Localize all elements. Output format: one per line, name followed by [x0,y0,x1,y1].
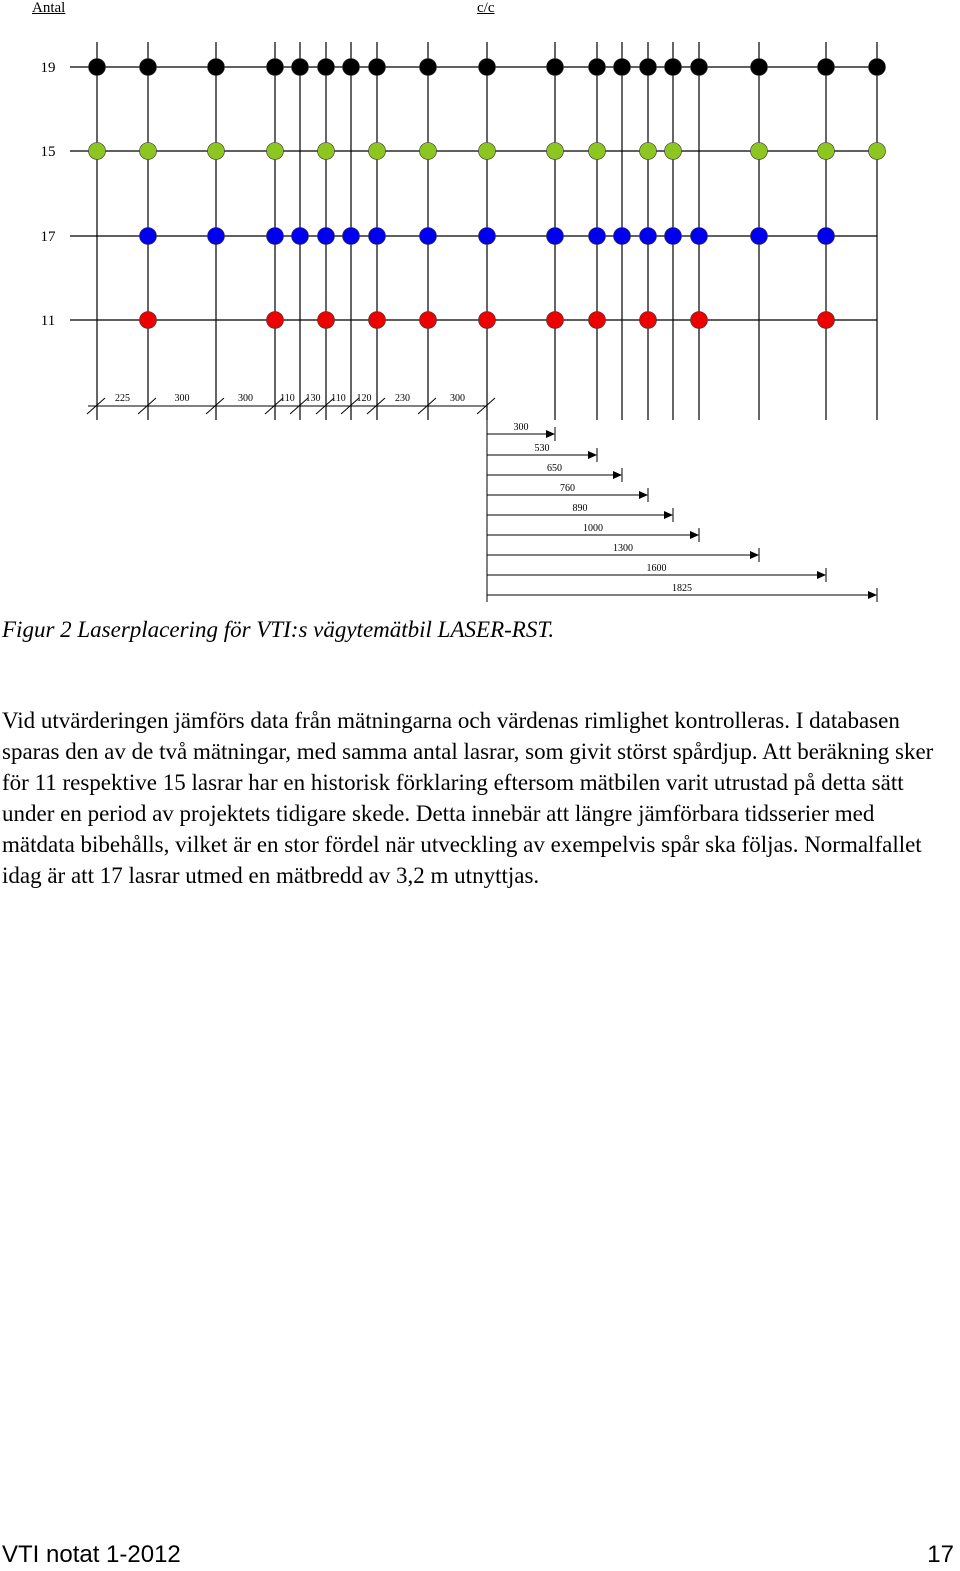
laser-dot-row11-col16 [691,312,708,329]
laser-dot-row15-col17 [751,143,768,160]
laser-dot-row19-col10 [479,59,496,76]
row-label-17: 17 [40,229,56,245]
spacing-label-8: 230 [395,393,410,404]
spacing-label-4: 110 [280,393,295,404]
page-footer [2,1541,954,1569]
laser-dot-row11-col2 [140,312,157,329]
header-cc: c/c [477,0,495,16]
laser-dot-row15-col2 [140,143,157,160]
footer-report-id: VTI notat 1-2012 [2,1541,181,1568]
laser-dot-row15-col11 [547,143,564,160]
distance-arrowhead-650 [613,471,622,479]
laser-dot-row19-col9 [420,59,437,76]
distance-label-1600: 1600 [646,563,667,574]
laser-dot-row19-col18 [818,59,835,76]
laser-dot-row19-col19 [869,59,886,76]
distance-label-300: 300 [513,422,529,433]
laser-dot-row11-col6 [318,312,335,329]
distance-label-890: 890 [572,503,588,514]
laser-dot-row17-col15 [665,228,682,245]
laser-dot-row15-col8 [369,143,386,160]
laser-dot-row17-col18 [818,228,835,245]
laser-dot-row15-col15 [665,143,682,160]
laser-dot-row17-col2 [140,228,157,245]
figure-caption: Figur 2 Laserplacering för VTI:s vägytemätbil LASER-RST. [2,617,555,642]
laser-dot-row11-col11 [547,312,564,329]
laser-dot-row17-col13 [614,228,631,245]
row-label-11: 11 [40,313,56,329]
distance-label-1000: 1000 [583,523,603,534]
laser-dot-row19-col14 [640,59,657,76]
laser-dot-row15-col4 [267,143,284,160]
distance-arrowhead-760 [639,491,648,499]
laser-dot-row19-col4 [267,59,284,76]
row-label-19: 19 [40,60,56,76]
spacing-label-2: 300 [174,393,190,404]
distance-label-530: 530 [534,443,550,454]
laser-dot-row19-col7 [343,59,360,76]
laser-dot-row15-col19 [869,143,886,160]
laser-dot-row17-col7 [343,228,360,245]
body-paragraph: Vid utvärderingen jämförs data från mätningarna och värdenas rimlighet kontrolleras. I databasen sparas den av de två mätningar, med samma antal lasrar, som givit störst spårdjup. Att beräkning sker för 11 respektive 15 lasrar har en historisk förklaring eftersom mätbilen varit utrustad på detta sätt under en period av projektets tidigare skede. Detta innebär att längre jämförbara tidsserier med mätdata bibehålls, vilket är en stor fördel när utveckling av exempelvis spår ska följas. Normalfallet idag är att 17 lasrar utmed en mätbredd av 3,2 m utnyttjas. [2,708,934,888]
row-label-15: 15 [40,144,56,160]
spacing-label-5: 130 [305,393,321,404]
laser-dot-row17-col9 [420,228,437,245]
laser-dot-row15-col12 [589,143,606,160]
laser-dot-row17-col4 [267,228,284,245]
laser-dot-row15-col14 [640,143,657,160]
laser-dot-row19-col5 [292,59,309,76]
laser-dot-row11-col12 [589,312,606,329]
laser-dot-row17-col17 [751,228,768,245]
laser-dot-row17-col14 [640,228,657,245]
page-number: 17 [927,1541,954,1568]
distance-label-1825: 1825 [672,583,692,594]
laser-dot-row19-col13 [614,59,631,76]
laser-dot-row19-col15 [665,59,682,76]
laser-dot-row19-col17 [751,59,768,76]
laser-dot-row19-col12 [589,59,606,76]
laser-dot-row11-col14 [640,312,657,329]
distance-label-650: 650 [547,463,562,474]
laser-dot-row17-col11 [547,228,564,245]
diagram-canvas [0,0,960,610]
laser-dot-row11-col18 [818,312,835,329]
laser-dot-row15-col6 [318,143,335,160]
spacing-label-6: 110 [331,393,346,404]
laser-dot-row11-col10 [479,312,496,329]
laser-dot-row17-col5 [292,228,309,245]
laser-dot-row15-col9 [420,143,437,160]
laser-dot-row15-col3 [208,143,225,160]
spacing-label-7: 120 [356,393,372,404]
laser-dot-row11-col9 [420,312,437,329]
distance-arrowhead-1300 [750,551,759,559]
laser-dot-row17-col6 [318,228,335,245]
spacing-label-9: 300 [450,393,465,404]
laser-dot-row15-col10 [479,143,496,160]
laser-dot-row19-col3 [208,59,225,76]
laser-dot-row19-col2 [140,59,157,76]
laser-dot-row19-col1 [89,59,106,76]
laser-dot-row17-col3 [208,228,225,245]
laser-dot-row19-col8 [369,59,386,76]
distance-arrowhead-530 [588,451,597,459]
laser-dot-row19-col16 [691,59,708,76]
laser-dot-row17-col16 [691,228,708,245]
distance-arrowhead-1000 [690,531,699,539]
laser-placement-diagram [0,0,960,610]
laser-dot-row17-col8 [369,228,386,245]
distance-label-1300: 1300 [613,543,633,554]
laser-dot-row19-col11 [547,59,564,76]
distance-arrowhead-300 [546,430,555,438]
laser-dot-row17-col12 [589,228,606,245]
distance-label-760: 760 [560,483,575,494]
laser-dot-row19-col6 [318,59,335,76]
laser-dot-row15-col1 [89,143,106,160]
distance-arrowhead-1825 [868,591,877,599]
distance-arrowhead-1600 [817,571,826,579]
laser-dot-row15-col18 [818,143,835,160]
laser-dot-row11-col8 [369,312,386,329]
spacing-label-3: 300 [238,393,253,404]
laser-dot-row17-col10 [479,228,496,245]
distance-arrowhead-890 [664,511,673,519]
header-antal: Antal [32,0,66,16]
spacing-label-1: 225 [115,393,130,404]
laser-dot-row11-col4 [267,312,284,329]
